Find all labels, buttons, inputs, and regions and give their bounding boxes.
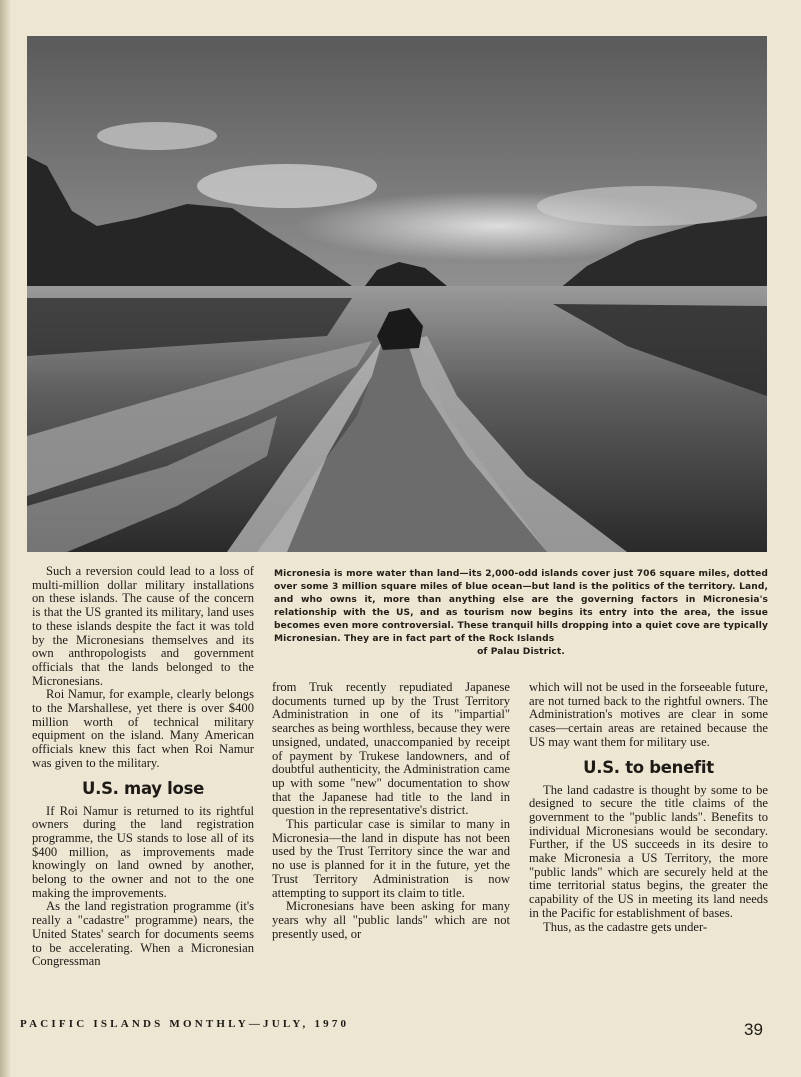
subheading-us-may-lose: U.S. may lose xyxy=(82,778,204,798)
article-column-3 xyxy=(529,681,768,934)
paragraph: This particular case is similar to many in Micronesia—the land in dispute has not been used by the Trust Territory since the war and no use is planned for it in the future, yet the Trust Territory Administration is now attempting to support its claim to title. xyxy=(272,817,510,900)
article-column-1 xyxy=(32,565,254,969)
footer-publication: PACIFIC ISLANDS MONTHLY—JULY, 1970 xyxy=(20,1018,350,1030)
page-edge xyxy=(0,0,10,1077)
article-column-2 xyxy=(272,681,510,941)
caption-last-line: of Palau District. xyxy=(477,647,565,657)
paragraph: As the land registration programme (it's really a "cadastre" programme) nears, the United States' search for documents seems to be accelerating. When a Micronesian Congressman xyxy=(32,899,254,969)
paragraph: If Roi Namur is returned to its rightful owners during the land registration programme, the US stands to lose all of its $400 million, as improvements made knowingly on land owned by another, belong to the owner and not to the one making the improvements. xyxy=(32,803,254,900)
paragraph: which will not be used in the forseeable future, are not turned back to the rightful owners. The Administration's motives are clear in some cases—certain areas are retained because the US may want them for military use. xyxy=(529,680,768,749)
paragraph: Roi Namur, for example, clearly belongs to the Marshallese, yet there is over $400 million worth of technical military equipment on the island. Many American officials knew this fact when Roi Namur was given to the military. xyxy=(32,687,254,770)
page-number: 39 xyxy=(744,1020,763,1039)
paragraph: Thus, as the cadastre gets under- xyxy=(543,919,708,934)
photo-rock-islands-cove xyxy=(27,36,767,552)
paragraph: from Truk recently repudiated Japanese documents turned up by the Trust Territory Administration in one of its "impartial" searches as being worthless, because they were unsigned, undated, unaccompanied by receipt of payment by Trukese landowners, and of doubtful authenticity, the Administration came up with some "new" documentation to show that the Japanese had title to the land in question in the representative's district. xyxy=(272,680,510,818)
photo-caption xyxy=(274,568,768,659)
paragraph: The land cadastre is thought by some to be designed to secure the title claims of the government to the "public lands". Benefits to individual Micronesians would be secondary. Further, if the US succeeds in its desire to make Micronesia a US Territory, the more "public lands" which are securely held at the time territorial status begins, the greater the capability of the US in meeting its land needs in the Pacific for establishment of bases. xyxy=(529,782,768,920)
subheading-us-to-benefit: U.S. to benefit xyxy=(583,757,714,777)
paragraph: Such a reversion could lead to a loss of multi-million dollar military installations on these islands. The cause of the concern is that the US granted its military, land uses to these islands despite the fact it was told by the Micronesians themselves and its own anthropologists and government officials that the lands belonged to the Micronesians. xyxy=(32,564,254,688)
caption-text: Micronesia is more water than land—its 2,000-odd islands cover just 706 square miles, dotted over some 3 million square miles of blue ocean—but land is the politics of the territory. Land, and who owns it, more than anything else are the governing factors in Micronesia's relationship with the US, and as tourism now begins its entry into the area, the issue becomes even more controversial. These tranquil hills dropping into a quiet cove are typically Micronesian. They are in fact part of the Rock Islands xyxy=(274,569,768,644)
paragraph: Micronesians have been asking for many years why all "public lands" which are not presently used, or xyxy=(272,899,510,941)
